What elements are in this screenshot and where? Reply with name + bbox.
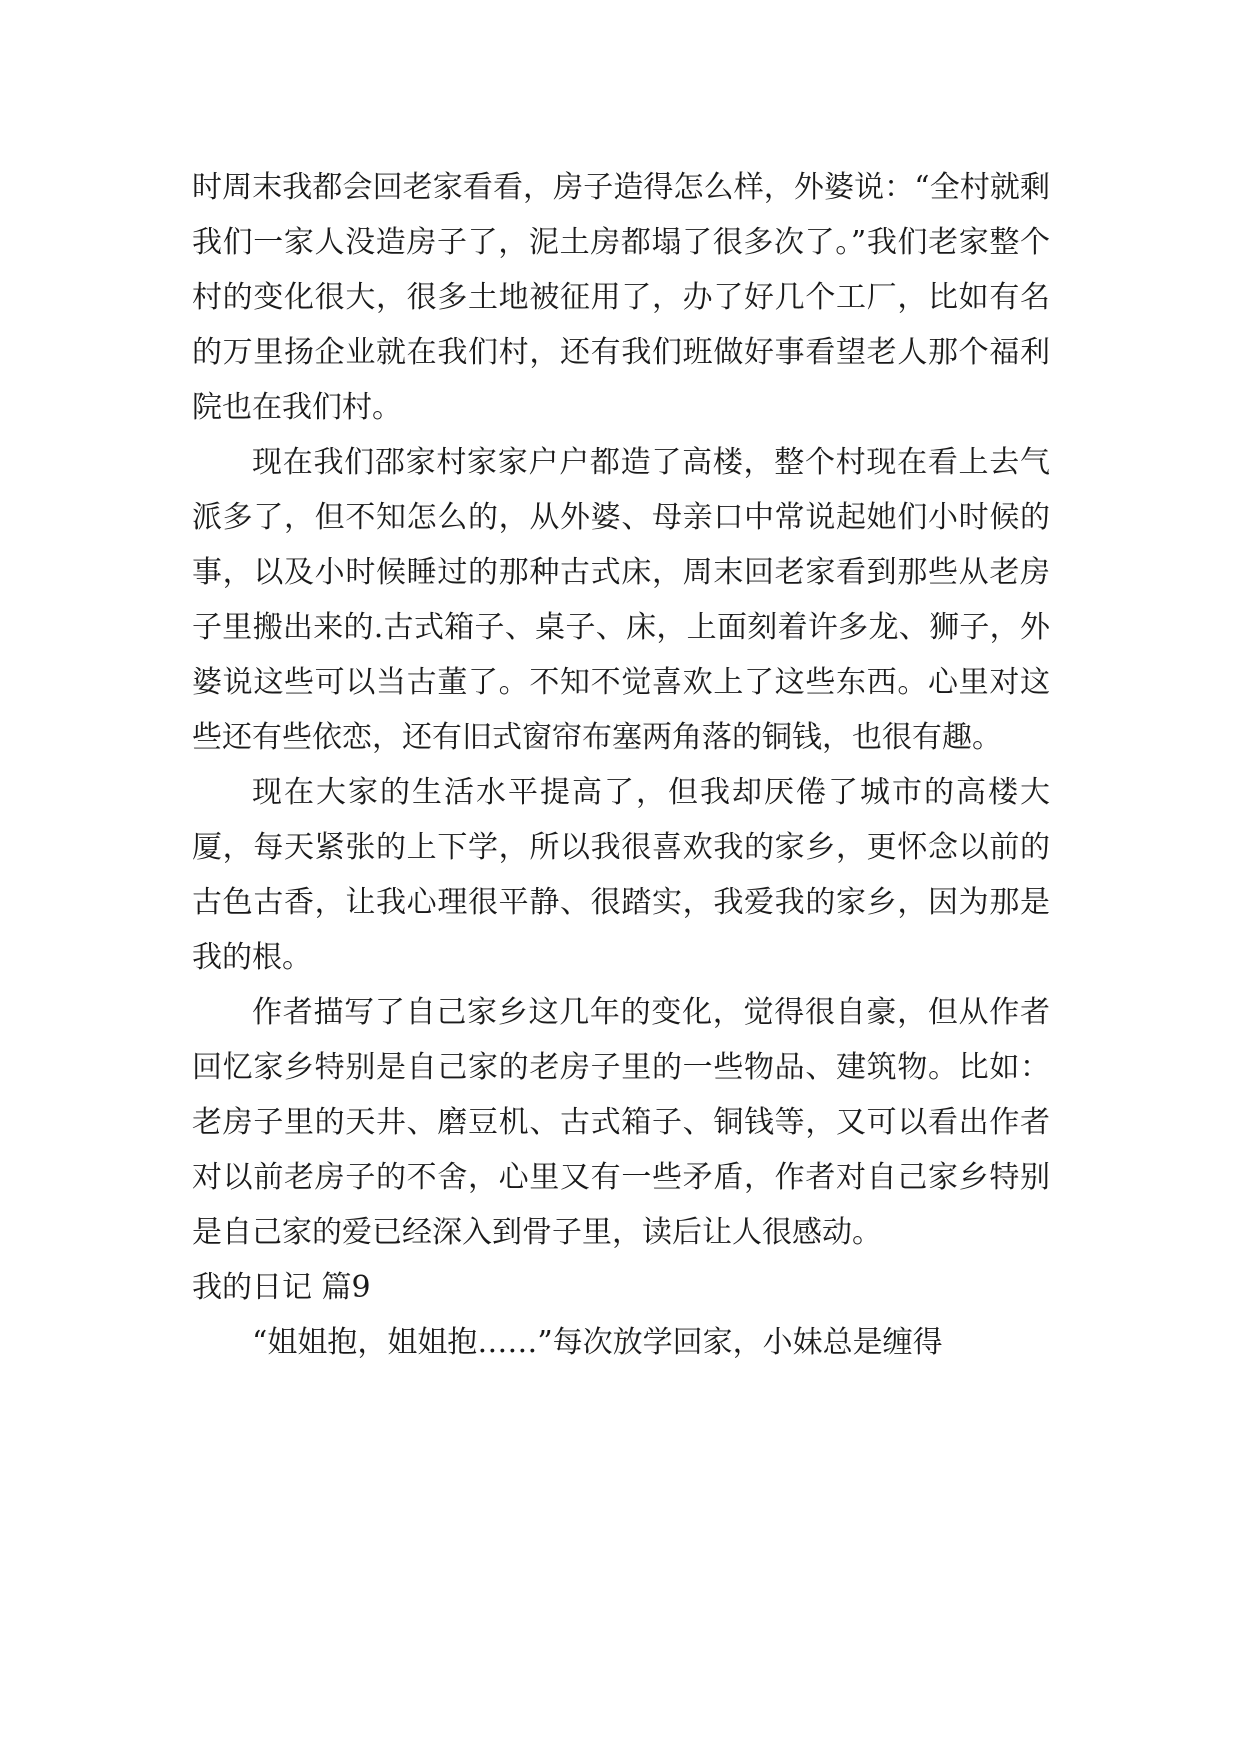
paragraph-village-changes: 时周末我都会回老家看看，房子造得怎么样，外婆说：“全村就剩我们一家人没造房子了，泥土房都塌了很多次了。”我们老家整个村的变化很大，很多土地被征用了，办了好几个工厂，比如有名的万里扬企业就在我们村，还有我们班做好事看望老人那个福利院也在我们村。: [192, 170, 1050, 425]
paragraph-hometown-love: 现在大家的生活水平提高了，但我却厌倦了城市的高楼大厦，每天紧张的上下学，所以我很喜欢我的家乡，更怀念以前的古色古香，让我心理很平静、很踏实，我爱我的家乡，因为那是我的根。: [192, 775, 1050, 975]
paragraph-old-furniture: 现在我们邵家村家家户户都造了高楼，整个村现在看上去气派多了，但不知怎么的，从外婆、母亲口中常说起她们小时候的事，以及小时候睡过的那种古式床，周末回老家看到那些从老房子里搬出来的.古式箱子、桌子、床，上面刻着许多龙、狮子，外婆说这些可以当古董了。不知不觉喜欢上了这些东西。心里对这些还有些依恋，还有旧式窗帘布塞两角落的铜钱，也很有趣。: [192, 445, 1050, 755]
section-heading: 我的日记 篇9: [192, 1270, 371, 1305]
document-page: [192, 160, 1050, 1370]
paragraph-commentary: 作者描写了自己家乡这几年的变化，觉得很自豪，但从作者回忆家乡特别是自己家的老房子里的一些物品、建筑物。比如：老房子里的天井、磨豆机、古式箱子、铜钱等，又可以看出作者对以前老房子的不舍，心里又有一些矛盾，作者对自己家乡特别是自己家的爱已经深入到骨子里，读后让人很感动。: [192, 995, 1050, 1250]
paragraph-sister-opening: “姐姐抱，姐姐抱……”每次放学回家，小妹总是缠得: [252, 1325, 943, 1360]
